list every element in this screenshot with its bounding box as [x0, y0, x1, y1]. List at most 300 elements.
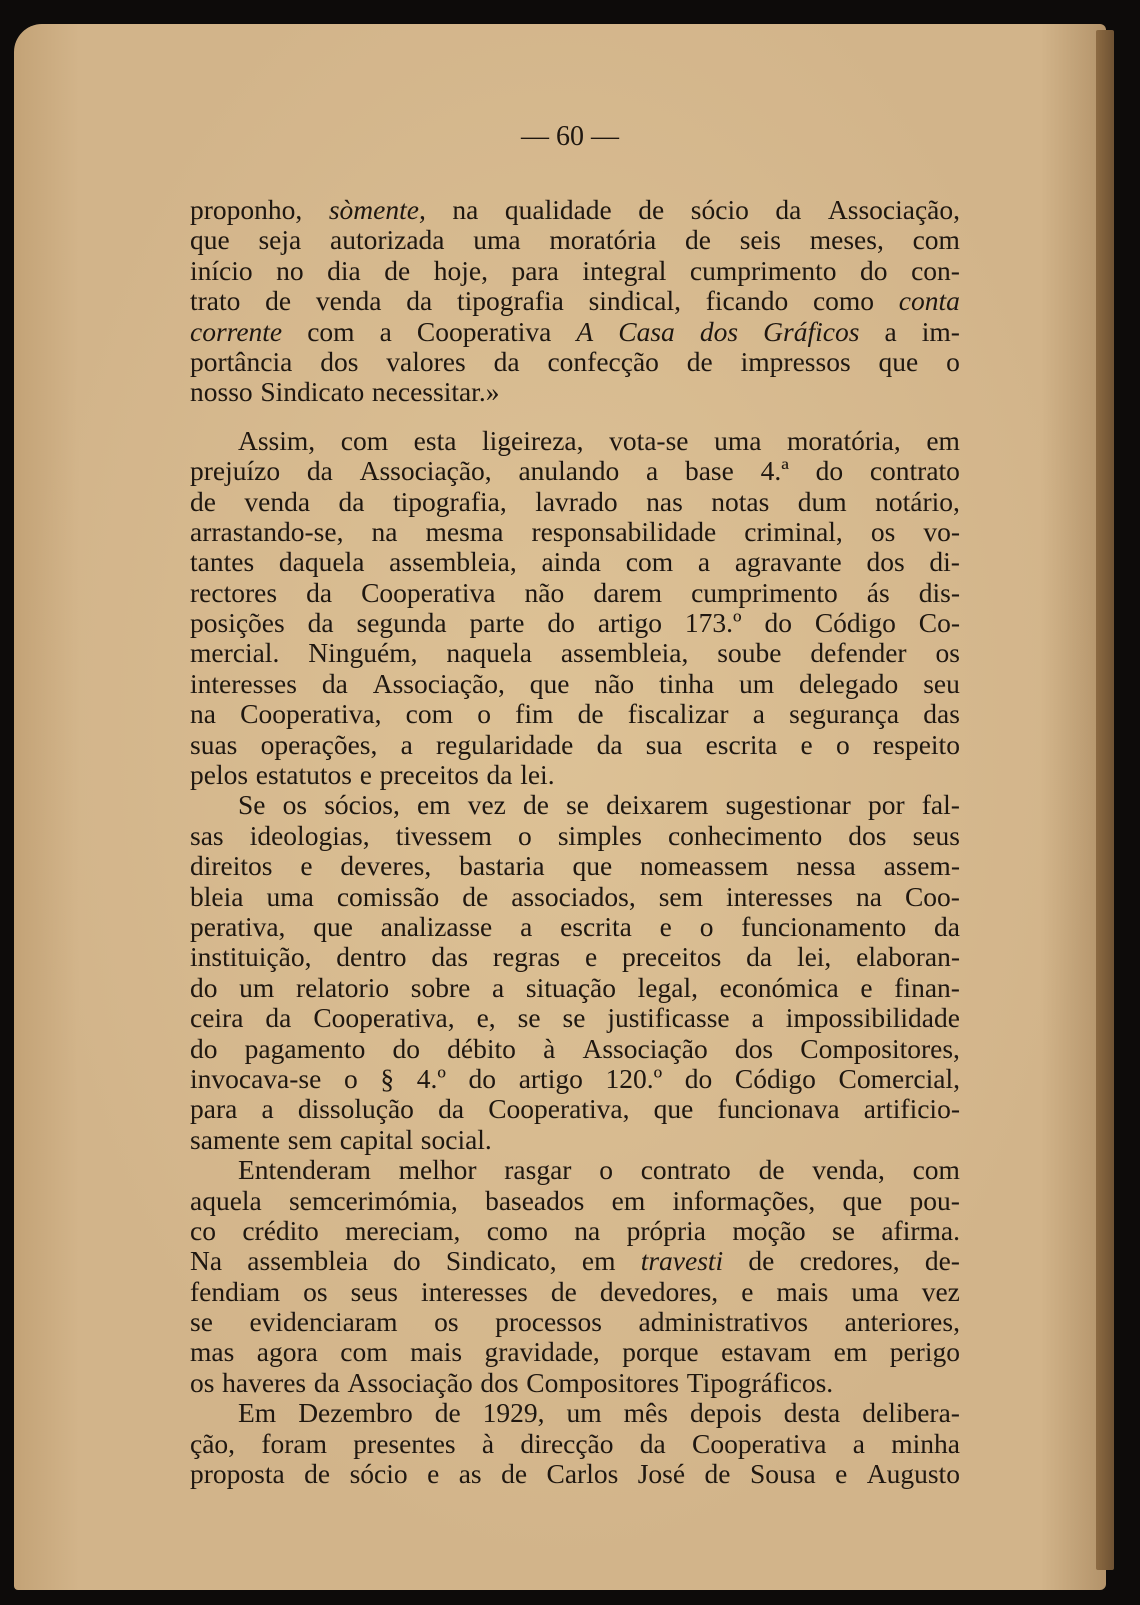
word: dum [797, 485, 847, 517]
word: venda [244, 485, 311, 517]
word: lei, [796, 941, 832, 973]
text-line [190, 1246, 960, 1276]
text-line [190, 1186, 960, 1216]
word: analizasse [380, 910, 493, 942]
word: o [518, 819, 532, 851]
word: a [751, 1002, 764, 1034]
word: delibera- [862, 1397, 960, 1429]
word: do [392, 1032, 420, 1064]
word: minha [891, 1427, 960, 1459]
word: na [452, 194, 479, 225]
text-line [190, 638, 960, 668]
word: de [638, 194, 665, 225]
word: assembleia, [389, 546, 517, 578]
text-line [190, 1429, 960, 1459]
word: mercial. [190, 637, 280, 669]
word: vo- [923, 515, 960, 547]
word: ideologias, [249, 819, 370, 851]
word: responsabilidade [531, 515, 717, 547]
word: interesses [190, 667, 297, 699]
word: e [427, 1458, 440, 1490]
word: os [434, 1306, 459, 1338]
word: escrita [560, 910, 632, 942]
word: não [594, 667, 635, 699]
word: tipografia, [392, 485, 507, 517]
word: da [775, 194, 802, 225]
word: legal, [637, 971, 698, 1003]
word: co [190, 1214, 216, 1246]
word: nomeassem [640, 850, 769, 882]
text-line [190, 377, 960, 407]
word: qualidade [504, 194, 612, 225]
word: económica [719, 971, 839, 1003]
word: início [190, 254, 253, 286]
word: Cooperativa [416, 315, 552, 347]
word: a [752, 698, 765, 730]
word: Cooperativa, [488, 1093, 630, 1125]
text-line [190, 1034, 960, 1064]
text-line [190, 456, 960, 486]
word: portância [190, 345, 293, 377]
word: crédito [242, 1214, 319, 1246]
text-line [190, 730, 960, 760]
word: nosso [190, 376, 253, 408]
word: da [438, 1093, 465, 1125]
word: informações, [672, 1184, 816, 1216]
word: de [577, 698, 604, 730]
text-line [190, 1277, 960, 1307]
word: Na [190, 1245, 223, 1277]
word: melhor [398, 1154, 477, 1186]
word: se [190, 1306, 213, 1338]
word: finan- [894, 971, 960, 1003]
word: artificio- [863, 1093, 960, 1125]
word: operações, [260, 728, 378, 760]
paragraph [190, 195, 960, 408]
text-line [190, 256, 960, 286]
word: do [190, 971, 218, 1003]
word: Associação, [827, 194, 960, 225]
word: seis [739, 224, 781, 256]
word: dos [480, 1366, 519, 1398]
word: a [379, 315, 392, 347]
word: um [239, 971, 275, 1003]
word: sócio [690, 194, 749, 225]
word: parte [469, 607, 525, 639]
word: pou- [909, 1184, 960, 1216]
word: de [758, 1154, 785, 1186]
word: venda, [812, 1154, 885, 1186]
paragraph [190, 1155, 960, 1398]
word: ção, [190, 1427, 236, 1459]
book-spine-edge [1096, 30, 1114, 1570]
text-line [190, 790, 960, 820]
word: do [764, 607, 792, 639]
word: aquela [190, 1184, 262, 1216]
word: confecção [547, 345, 659, 377]
word: da [321, 667, 348, 699]
word: direcção [520, 1427, 614, 1459]
word: da [338, 485, 365, 517]
paragraph [190, 426, 960, 791]
text-line [190, 608, 960, 638]
word: do [190, 1032, 218, 1064]
word: com [307, 315, 355, 347]
word: que [878, 345, 919, 377]
word: processos [495, 1306, 603, 1338]
word: Associação [582, 1032, 708, 1064]
word: funcionava [717, 1093, 840, 1125]
word: da [306, 455, 333, 487]
word: o [477, 698, 491, 730]
text-line [190, 286, 960, 316]
word: contrato [869, 455, 960, 487]
word: comissão [336, 880, 440, 912]
word: Associação, [372, 667, 505, 699]
word: um [566, 1397, 602, 1429]
word: afirma. [881, 1214, 960, 1246]
word: 1929, [482, 1397, 545, 1429]
word: proponho, [190, 194, 303, 225]
word: tantes [190, 546, 255, 578]
word: a [852, 1427, 865, 1459]
word: de- [924, 1245, 960, 1277]
word: da [265, 1002, 292, 1034]
word: simples [557, 819, 642, 851]
word: cumprimento [689, 254, 837, 286]
word: dis- [918, 576, 960, 608]
word: administrativos [638, 1306, 809, 1338]
word: 4.º [416, 1062, 446, 1094]
word: funcionamento [741, 910, 907, 942]
word: contrato [640, 1154, 731, 1186]
word: baseados [485, 1184, 585, 1216]
word: samente [190, 1123, 281, 1155]
word: de [384, 254, 411, 286]
word: Augusto [866, 1458, 960, 1490]
word: que [529, 667, 570, 699]
word: autorizada [329, 224, 445, 256]
word: e [800, 728, 813, 760]
text-line [190, 1003, 960, 1033]
word: cumprimento [691, 576, 838, 608]
word: deixarem [606, 789, 709, 821]
text-line [190, 578, 960, 608]
word: da [306, 576, 333, 608]
text-line [190, 517, 960, 547]
text-line [190, 973, 960, 1003]
word: estavam [721, 1336, 812, 1368]
word: 4.ª [760, 455, 789, 487]
word: para [190, 1093, 238, 1125]
word: segurança [789, 698, 900, 730]
word: Cooperativa, [240, 698, 382, 730]
word: base [684, 455, 734, 487]
word: delegado [799, 667, 899, 699]
word: preceitos [622, 941, 722, 973]
word: com [340, 424, 389, 456]
word: dia [327, 254, 361, 286]
word: dissolução [297, 1093, 414, 1125]
word: que [313, 910, 353, 942]
word: uma [473, 224, 521, 256]
word: da [493, 345, 520, 377]
word: 173.º [684, 607, 742, 639]
word: situação [525, 971, 616, 1003]
word: Compositores [526, 1366, 680, 1398]
word: defender [810, 637, 907, 669]
word: a [261, 1093, 274, 1125]
word: da [313, 1366, 340, 1398]
word: débito [447, 1032, 516, 1064]
text-line [190, 699, 960, 729]
word: naquela [446, 637, 532, 669]
word: do [468, 1062, 497, 1094]
word: os [303, 1275, 328, 1307]
word: do [684, 1062, 713, 1094]
word: os [282, 789, 308, 821]
word: necessitar.» [371, 376, 500, 408]
word: moção [732, 1214, 806, 1246]
word: perigo [889, 1336, 960, 1368]
word: na [371, 515, 398, 547]
word: em [416, 789, 451, 821]
word: A [576, 315, 594, 347]
paragraph [190, 1398, 960, 1489]
text-line [190, 760, 960, 790]
word: Dezembro [298, 1397, 413, 1429]
word: por [867, 789, 905, 821]
word: sócios, [324, 789, 400, 821]
word: a [884, 315, 897, 347]
word: de [748, 1245, 775, 1277]
word: di- [929, 546, 960, 578]
word: arrastando-se, [190, 515, 344, 547]
word: suas [190, 728, 238, 760]
word: como [812, 285, 875, 317]
word: sugestionar [725, 789, 851, 821]
word: capital [339, 1123, 414, 1155]
word: escrita [705, 728, 778, 760]
word: justificasse [607, 1002, 730, 1034]
word: de [265, 285, 292, 317]
word: os [935, 637, 960, 669]
word: integral [582, 254, 667, 286]
word: regularidade [435, 728, 574, 760]
word: assem- [883, 850, 960, 882]
word: na [190, 698, 216, 730]
word: de [501, 1458, 528, 1490]
word: da [307, 607, 334, 639]
text-line [190, 669, 960, 699]
word: anulando [518, 455, 620, 487]
word: Ninguém, [308, 637, 418, 669]
word: Associação, [359, 455, 492, 487]
word: não [524, 576, 565, 608]
body-text [190, 195, 960, 1489]
word: de [686, 345, 713, 377]
text-line [190, 1307, 960, 1337]
word: daquela [278, 546, 365, 578]
word: mas [190, 1336, 235, 1368]
word: sua [645, 728, 683, 760]
word: relatorio [295, 971, 390, 1003]
word: Sindicato, [445, 1245, 557, 1277]
word: dos [848, 819, 887, 851]
word: com [340, 1336, 388, 1368]
word: da [486, 759, 513, 791]
text-line [190, 882, 960, 912]
word: e [300, 850, 313, 882]
text-line [190, 1216, 960, 1246]
word: do [547, 607, 575, 639]
word: prejuízo [190, 455, 281, 487]
word: Coo- [904, 880, 960, 912]
word: elaboran- [856, 941, 960, 973]
word: mereciam, [345, 1214, 461, 1246]
word: as [458, 1458, 482, 1490]
text-line [190, 851, 960, 881]
word: regras [492, 941, 561, 973]
text-line [190, 821, 960, 851]
word: de [704, 1458, 731, 1490]
word: em [833, 1336, 868, 1368]
word: uma [266, 880, 314, 912]
word: das [923, 698, 960, 730]
word: que [653, 1093, 694, 1125]
word: de [550, 1275, 577, 1307]
word: vota-se [609, 424, 689, 456]
word: a [697, 546, 711, 578]
word: e [584, 941, 598, 973]
word: Associação [347, 1366, 473, 1398]
word: 120.º [605, 1062, 663, 1094]
word: presentes [353, 1427, 456, 1459]
word: hoje, [433, 254, 489, 286]
word: Gráficos [763, 315, 860, 347]
word: im- [921, 315, 960, 347]
word: dentro [336, 941, 407, 973]
word: sem [658, 880, 704, 912]
word: a [520, 910, 533, 942]
word: soube [717, 637, 782, 669]
word: Sousa [749, 1458, 816, 1490]
word: seja [258, 224, 302, 256]
word: haveres [222, 1366, 307, 1398]
text-line [190, 1459, 960, 1489]
word: a [646, 455, 659, 487]
word: na [855, 880, 882, 912]
word: do [815, 455, 844, 487]
word: o [599, 1154, 613, 1186]
text-line [190, 547, 960, 577]
word: interesses [420, 1275, 528, 1307]
word: conta [898, 285, 960, 317]
word: ás [866, 576, 890, 608]
word: impressos [740, 345, 851, 377]
word: posições [190, 607, 285, 639]
word: assembleia [247, 1245, 368, 1277]
word: no [276, 254, 304, 286]
word: social. [420, 1123, 492, 1155]
word: bleia [190, 880, 244, 912]
word: que [572, 850, 613, 882]
word: artigo [597, 607, 662, 639]
word: corrente [190, 315, 283, 347]
word: notas [711, 485, 770, 517]
word: como [486, 1214, 548, 1246]
word: fim [515, 698, 554, 730]
word: gravidade, [484, 1336, 600, 1368]
word: em [611, 1184, 646, 1216]
text-line [190, 1064, 960, 1094]
word: criminal, [744, 515, 843, 547]
word: em [581, 1245, 616, 1277]
word: pagamento [244, 1032, 366, 1064]
word: com [625, 546, 674, 578]
text-line [190, 487, 960, 517]
word: fendiam [190, 1275, 281, 1307]
word: dos [734, 1032, 774, 1064]
word: Entenderam [238, 1154, 371, 1186]
paragraph-gap [190, 408, 960, 426]
word: direitos [190, 850, 273, 882]
word: Sindicato [260, 376, 365, 408]
word: meses, [809, 224, 884, 256]
word: ceira [190, 1002, 244, 1034]
word: em [926, 424, 960, 456]
word: tipografia [456, 285, 564, 317]
word: interesses [726, 880, 833, 912]
word: de [462, 880, 489, 912]
word: sobre [410, 971, 471, 1003]
word: Comercial, [838, 1062, 960, 1094]
word: moratória, [786, 424, 901, 456]
word: sócio [349, 1458, 408, 1490]
page-number: — 60 — [521, 121, 619, 152]
word: da [596, 728, 623, 760]
word: seu [923, 667, 960, 699]
word: rasgar [504, 1154, 572, 1186]
word: ligeireza, [481, 424, 584, 456]
word: de [304, 1458, 331, 1490]
word: um [738, 667, 775, 699]
word: da [406, 285, 433, 317]
word: moratória [549, 224, 657, 256]
word: venda [315, 285, 382, 317]
word: os [190, 1366, 215, 1398]
word: agravante [734, 546, 842, 578]
word: para [511, 254, 559, 286]
word: Carlos [546, 1458, 619, 1490]
word: sem [287, 1123, 333, 1155]
word: Código [734, 1062, 816, 1094]
word: fal- [921, 789, 960, 821]
word: respeito [872, 728, 960, 760]
text-line [190, 426, 960, 456]
word: Assim, [238, 424, 316, 456]
word: fiscalizar [627, 698, 729, 730]
word: desta [783, 1397, 841, 1429]
word: devedores, [599, 1275, 719, 1307]
word: Casa [618, 315, 675, 347]
word: Cooperativa [361, 576, 496, 608]
word: dos [866, 546, 905, 578]
word: vez [921, 1275, 960, 1307]
word: o [946, 345, 960, 377]
word: Código [814, 607, 896, 639]
text-line [190, 942, 960, 972]
